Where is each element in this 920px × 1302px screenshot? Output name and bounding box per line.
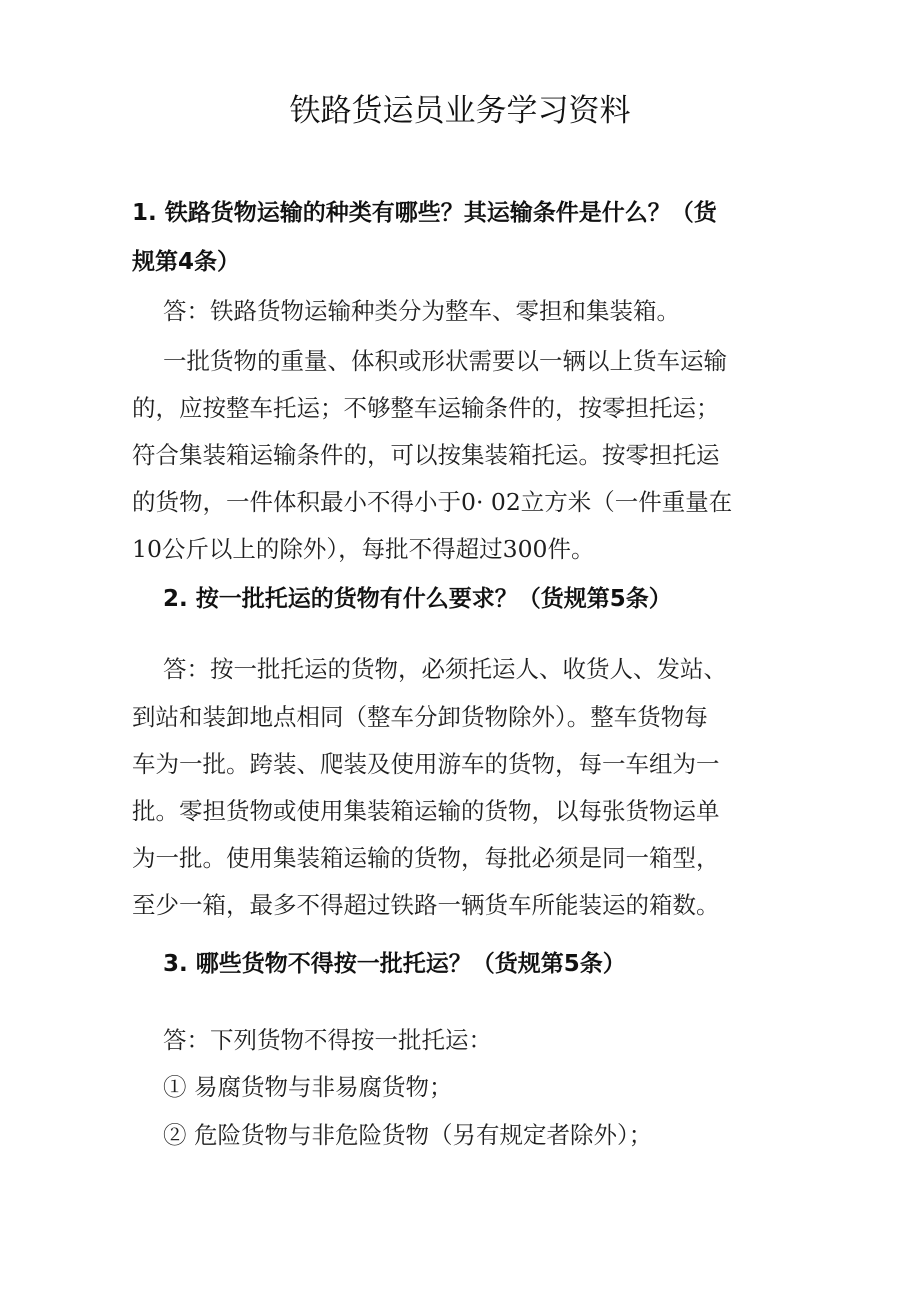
answer-1-line: 符合集装箱运输条件的，可以按集装箱托运。按零担托运: [132, 441, 720, 469]
list-item: ② 危险货物与非危险货物（另有规定者除外）；: [163, 1121, 653, 1149]
list-item: ① 易腐货物与非易腐货物；: [163, 1073, 453, 1101]
answer-1-line: 的，应按整车托运；不够整车运输条件的，按零担托运；: [132, 394, 720, 422]
answer-2-line: 批。零担货物或使用集装箱运输的货物，以每张货物运单: [132, 797, 720, 825]
question-1-heading: 1. 铁路货物运输的种类有哪些？其运输条件是什么？（货: [132, 200, 717, 226]
answer-2-line: 答：按一批托运的货物，必须托运人、收货人、发站、: [163, 655, 727, 683]
answer-1-line: 一批货物的重量、体积或形状需要以一辆以上货车运输: [163, 347, 727, 375]
answer-1-intro: 答：铁路货物运输种类分为整车、零担和集装箱。: [163, 297, 680, 325]
answer-2-line: 到站和装卸地点相同（整车分卸货物除外）。整车货物每: [132, 703, 708, 731]
answer-1-line: 的货物，一件体积最小不得小于0· 02立方米（一件重量在: [132, 488, 733, 516]
question-1-heading-cont: 规第4条）: [132, 249, 241, 275]
page-title: 铁路货运员业务学习资料: [289, 93, 631, 129]
question-3-heading: 3. 哪些货物不得按一批托运？（货规第5条）: [163, 951, 626, 977]
answer-2-line: 为一批。使用集装箱运输的货物，每批必须是同一箱型，: [132, 844, 720, 872]
answer-2-line: 至少一箱，最多不得超过铁路一辆货车所能装运的箱数。: [132, 891, 720, 919]
question-2-heading: 2. 按一批托运的货物有什么要求？（货规第5条）: [163, 586, 672, 612]
answer-1-line: 10公斤以上的除外），每批不得超过300件。: [132, 535, 595, 563]
answer-3-intro: 答：下列货物不得按一批托运：: [163, 1026, 492, 1054]
answer-2-line: 车为一批。跨装、爬装及使用游车的货物，每一车组为一: [132, 750, 720, 778]
